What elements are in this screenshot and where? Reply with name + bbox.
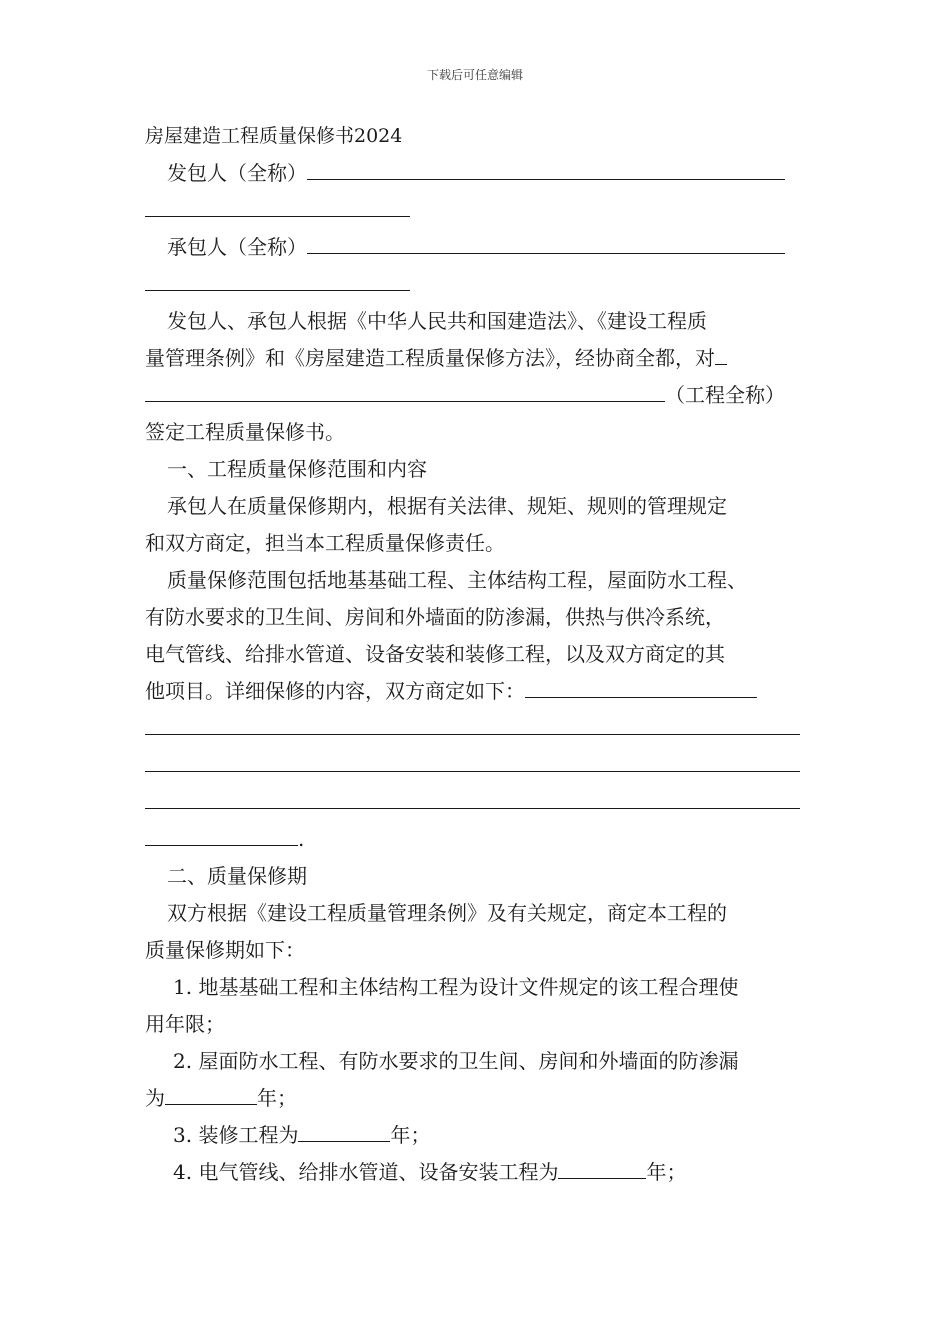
warranty-content-line-2 (145, 710, 810, 747)
employer-line-cont (145, 192, 810, 229)
employer-line (145, 155, 810, 192)
employer-name-blank-2[interactable] (145, 192, 410, 217)
item4-years-blank[interactable] (558, 1154, 646, 1179)
warranty-content-end: . (298, 827, 305, 851)
contractor-name-blank[interactable] (307, 229, 785, 254)
item3-years-blank[interactable] (298, 1117, 390, 1142)
section2-p1-line1: 双方根据《建设工程质量管理条例》及有关规定，商定本工程的 (167, 901, 727, 925)
document-title: 房屋建造工程质量保修书2024 (145, 125, 403, 147)
section1-p2-line2: 有防水要求的卫生间、房间和外墙面的防渗漏，供热与供冷系统， (145, 605, 725, 629)
page-header-note: 下载后可任意编辑 (426, 68, 523, 82)
section1-heading: 一、工程质量保修范围和内容 (167, 457, 427, 481)
section2-p1-line2: 质量保修期如下： (145, 938, 305, 962)
employer-name-blank[interactable] (307, 155, 785, 180)
intro-line-4: 签定工程质量保修书。 (145, 420, 345, 444)
section2-item2-line2 (145, 1080, 810, 1117)
contractor-name-blank-2[interactable] (145, 266, 410, 291)
project-name-blank[interactable] (145, 377, 665, 402)
item4-suffix: 年； (646, 1160, 687, 1184)
section2-item3 (145, 1117, 810, 1154)
item2-prefix: 为 (145, 1086, 165, 1110)
section1-p1-line2: 和双方商定，担当本工程质量保修责任。 (145, 531, 505, 555)
section2-item1-line1: 1. 地基基础工程和主体结构工程为设计文件规定的该工程合理使 (173, 975, 739, 999)
project-name-suffix: （工程全称） (665, 383, 785, 407)
project-name-blank-start[interactable] (715, 340, 727, 365)
item3-suffix: 年； (390, 1123, 431, 1147)
warranty-content-line-4 (145, 784, 810, 821)
section2-item4 (145, 1154, 810, 1191)
warranty-content-blank-4[interactable] (145, 784, 800, 809)
contractor-line (145, 229, 810, 266)
employer-label: 发包人（全称） (167, 161, 307, 185)
item4-prefix: 4. 电气管线、给排水管道、设备安装工程为 (173, 1160, 559, 1184)
section1-p2-line4 (145, 673, 810, 710)
warranty-content-blank-2[interactable] (145, 710, 800, 735)
contractor-line-cont (145, 266, 810, 303)
intro-line-2 (145, 340, 810, 377)
contractor-label: 承包人（全称） (167, 235, 307, 259)
item2-years-blank[interactable] (165, 1080, 257, 1105)
section1-p2-line4-text: 他项目。详细保修的内容，双方商定如下： (145, 679, 525, 703)
section2-item1-line2: 用年限； (145, 1012, 225, 1036)
document-body (145, 118, 810, 1191)
intro-line-1: 发包人、承包人根据《中华人民共和国建造法》、《建设工程质 (167, 309, 707, 333)
warranty-content-line-3 (145, 747, 810, 784)
warranty-content-blank-1[interactable] (525, 673, 757, 698)
item2-suffix: 年； (257, 1086, 297, 1110)
section1-p2-line1: 质量保修范围包括地基基础工程、主体结构工程，屋面防水工程、 (167, 568, 747, 592)
intro-line-2-text: 量管理条例》和《房屋建造工程质量保修方法》，经协商全都，对 (145, 346, 715, 370)
item3-prefix: 3. 装修工程为 (173, 1123, 299, 1147)
warranty-content-blank-5[interactable] (145, 821, 298, 846)
intro-line-3 (145, 377, 810, 414)
warranty-content-blank-3[interactable] (145, 747, 800, 772)
section2-heading: 二、质量保修期 (167, 864, 307, 888)
section1-p1-line1: 承包人在质量保修期内，根据有关法律、规矩、规则的管理规定 (167, 494, 727, 518)
section2-item2-line1: 2. 屋面防水工程、有防水要求的卫生间、房间和外墙面的防渗漏 (173, 1049, 739, 1073)
section1-p2-line3: 电气管线、给排水管道、设备安装和装修工程，以及双方商定的其 (145, 642, 725, 666)
warranty-content-line-5 (145, 821, 810, 858)
